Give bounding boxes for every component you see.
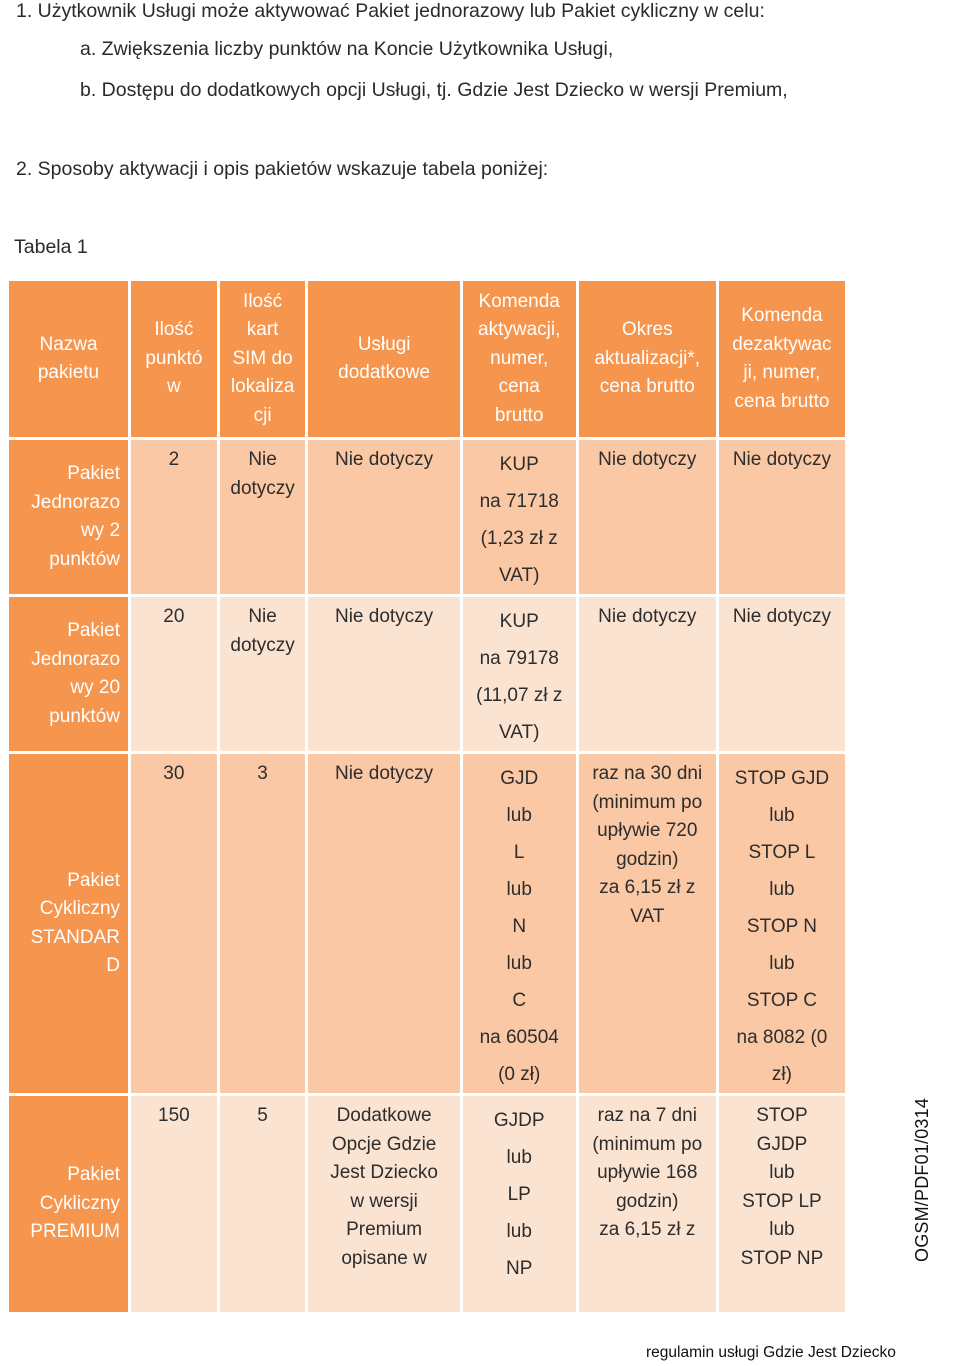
cell-line: cena brutto (734, 390, 830, 412)
cell-line: STOP NP (740, 1247, 824, 1269)
cell-line: Dodatkowe (336, 1105, 432, 1126)
package-name (9, 597, 128, 751)
cell-line: STOP LP (742, 1190, 822, 1212)
cell-line: Komenda (741, 305, 823, 326)
period-cell (579, 1096, 716, 1312)
activation-cell (463, 597, 576, 751)
cell-line: NP (506, 1258, 533, 1279)
deactivation-cell (719, 754, 845, 1093)
table-caption: Tabela 1 (14, 236, 88, 258)
cell-line: STOP N (746, 916, 817, 937)
cell-line: (11,07 zł z (476, 685, 563, 706)
cell-line: KUP (499, 454, 539, 475)
header-package-name (9, 281, 128, 437)
activation-cell (463, 754, 576, 1093)
cell-line: LP (507, 1184, 531, 1205)
cell-line: (minimum po (592, 791, 703, 813)
page-footer: regulamin usługi Gdzie Jest Dziecko (646, 1344, 896, 1361)
document-code: OGSM/PDF01/0314 (912, 1097, 932, 1262)
cell-line: VAT) (498, 565, 540, 586)
cell-line: cena brutto (599, 376, 695, 398)
cell-line: dotyczy (230, 634, 295, 656)
list-item-1: 1. Użytkownik Usługi może aktywować Pakiet jednorazowy lub Pakiet cykliczny w celu: (16, 0, 765, 22)
header-sim-count (220, 281, 306, 437)
cell-line: zł) (771, 1064, 792, 1085)
cell-line: Pakiet (67, 1164, 121, 1186)
cell-line: Pakiet (67, 869, 121, 891)
cell-line: na 71718 (479, 491, 559, 512)
cell-line: STOP C (746, 990, 817, 1011)
cell-line: Jednorazo (31, 648, 121, 670)
list-subitem-b: b. Dostępu do dodatkowych opcji Usługi, tj. Gdzie Jest Dziecko w wersji Premium, (80, 79, 788, 101)
cell-line: cji (253, 404, 272, 426)
activation-cell (463, 440, 576, 594)
period-cell: Nie dotyczy (579, 440, 716, 594)
cell-line: D (106, 955, 121, 976)
cell-line: lub (769, 953, 795, 974)
cell-line: cena (498, 376, 540, 398)
cell-line: lub (506, 879, 532, 900)
table-row (9, 754, 845, 1093)
cell-line: punktó (145, 347, 203, 369)
cell-line: SIM do (232, 347, 293, 369)
extras-cell (308, 1096, 459, 1312)
cell-line: KUP (499, 611, 539, 632)
deactivation-cell: Nie dotyczy (719, 597, 845, 751)
package-name (9, 754, 128, 1093)
cell-line: STOP (756, 1105, 808, 1126)
cell-line: (1,23 zł z (480, 528, 558, 549)
cell-line: N (512, 916, 527, 937)
cell-line: ji, numer, (743, 362, 821, 383)
cell-line: w (167, 376, 181, 398)
cell-line: dezaktywac (732, 333, 832, 355)
cell-line: dotyczy (230, 477, 295, 499)
cell-line: STANDAR (30, 926, 121, 948)
cell-line: opisane w (341, 1247, 427, 1269)
cell-line: kart (246, 319, 279, 341)
cell-line: dodatkowe (338, 362, 431, 383)
cell-line: Nazwa (39, 333, 98, 355)
sim-cell (220, 597, 306, 751)
cell-line: Jest Dziecko (330, 1162, 438, 1183)
cell-line: aktualizacji*, (594, 347, 701, 369)
cell-line: GJDP (493, 1110, 545, 1131)
cell-line: brutto (494, 404, 544, 426)
cell-line: Nie (248, 606, 277, 627)
header-activation-command (463, 281, 576, 437)
cell-line: godzin) (616, 848, 679, 870)
cell-line: na 79178 (479, 648, 559, 669)
cell-line: PREMIUM (30, 1221, 121, 1243)
cell-line: (0 zł) (498, 1064, 541, 1085)
cell-line: Pakiet (67, 463, 121, 484)
cell-line: Opcje Gdzie (331, 1133, 437, 1155)
cell-line: Cykliczny (39, 898, 121, 919)
cell-line: Komenda (478, 290, 560, 312)
cell-line: Nie (248, 449, 277, 470)
cell-line: (minimum po (592, 1133, 703, 1155)
header-points (131, 281, 217, 437)
table-row (9, 597, 845, 751)
cell-line: pakietu (37, 362, 100, 383)
cell-line: lub (769, 1162, 795, 1183)
cell-line: raz na 30 dni (592, 763, 703, 784)
cell-line: lub (769, 1219, 795, 1240)
list-subitem-a: a. Zwiększenia liczby punktów na Koncie Użytkownika Usługi, (80, 38, 614, 60)
cell-line: Ilość (243, 290, 283, 312)
cell-line: wy 20 (70, 677, 121, 698)
period-cell: Nie dotyczy (579, 597, 716, 751)
cell-line: lub (769, 805, 795, 826)
cell-line: upływie 168 (597, 1162, 698, 1183)
package-name (9, 1096, 128, 1312)
cell-line: VAT (630, 905, 665, 927)
cell-line: Cykliczny (39, 1192, 121, 1214)
table-header-row (9, 281, 845, 437)
cell-line: aktywacji, (478, 319, 561, 341)
deactivation-cell (719, 1096, 845, 1312)
header-extra-services (308, 281, 459, 437)
header-deactivation-command (719, 281, 845, 437)
extras-cell: Nie dotyczy (308, 440, 459, 594)
cell-line: Premium (346, 1219, 423, 1240)
cell-line: STOP GJD (734, 768, 830, 789)
cell-line: lokaliza (230, 376, 295, 398)
table-row (9, 1096, 845, 1312)
packages-table (6, 278, 848, 1315)
cell-line: na 8082 (0 (736, 1027, 828, 1048)
cell-line: lub (506, 805, 532, 826)
period-cell (579, 754, 716, 1093)
cell-line: godzin) (616, 1190, 679, 1212)
cell-line: raz na 7 dni (597, 1105, 697, 1126)
cell-line: Pakiet (67, 620, 121, 641)
extras-cell: Nie dotyczy (308, 597, 459, 751)
points-cell: 2 (131, 440, 217, 594)
deactivation-cell: Nie dotyczy (719, 440, 845, 594)
cell-line: upływie 720 (597, 820, 698, 841)
sim-cell (220, 440, 306, 594)
cell-line: VAT) (498, 722, 540, 743)
cell-line: numer, (490, 347, 549, 369)
cell-line: L (513, 842, 525, 863)
cell-line: Ilość (154, 319, 194, 341)
points-cell: 30 (131, 754, 217, 1093)
points-cell: 150 (131, 1096, 217, 1312)
cell-line: lub (506, 1221, 532, 1242)
cell-line: za 6,15 zł z (599, 1219, 696, 1240)
sim-cell: 3 (220, 754, 306, 1093)
sim-cell: 5 (220, 1096, 306, 1312)
table-row (9, 440, 845, 594)
cell-line: Usługi (357, 333, 411, 355)
header-update-period (579, 281, 716, 437)
cell-line: lub (506, 1147, 532, 1168)
extras-cell: Nie dotyczy (308, 754, 459, 1093)
cell-line: za 6,15 zł z (599, 877, 696, 898)
cell-line: punktów (49, 705, 121, 727)
cell-line: GJD (500, 768, 539, 789)
cell-line: C (512, 990, 527, 1011)
cell-line: Jednorazo (31, 491, 121, 513)
cell-line: punktów (49, 548, 121, 570)
cell-line: w wersji (350, 1190, 418, 1212)
cell-line: wy 2 (80, 520, 121, 541)
cell-line: na 60504 (479, 1027, 559, 1048)
points-cell: 20 (131, 597, 217, 751)
activation-cell (463, 1096, 576, 1312)
cell-line: GJDP (756, 1133, 808, 1155)
package-name (9, 440, 128, 594)
cell-line: lub (506, 953, 532, 974)
cell-line: Okres (621, 319, 673, 341)
cell-line: lub (769, 879, 795, 900)
cell-line: STOP L (748, 842, 816, 863)
list-item-2: 2. Sposoby aktywacji i opis pakietów wskazuje tabela poniżej: (16, 158, 549, 180)
